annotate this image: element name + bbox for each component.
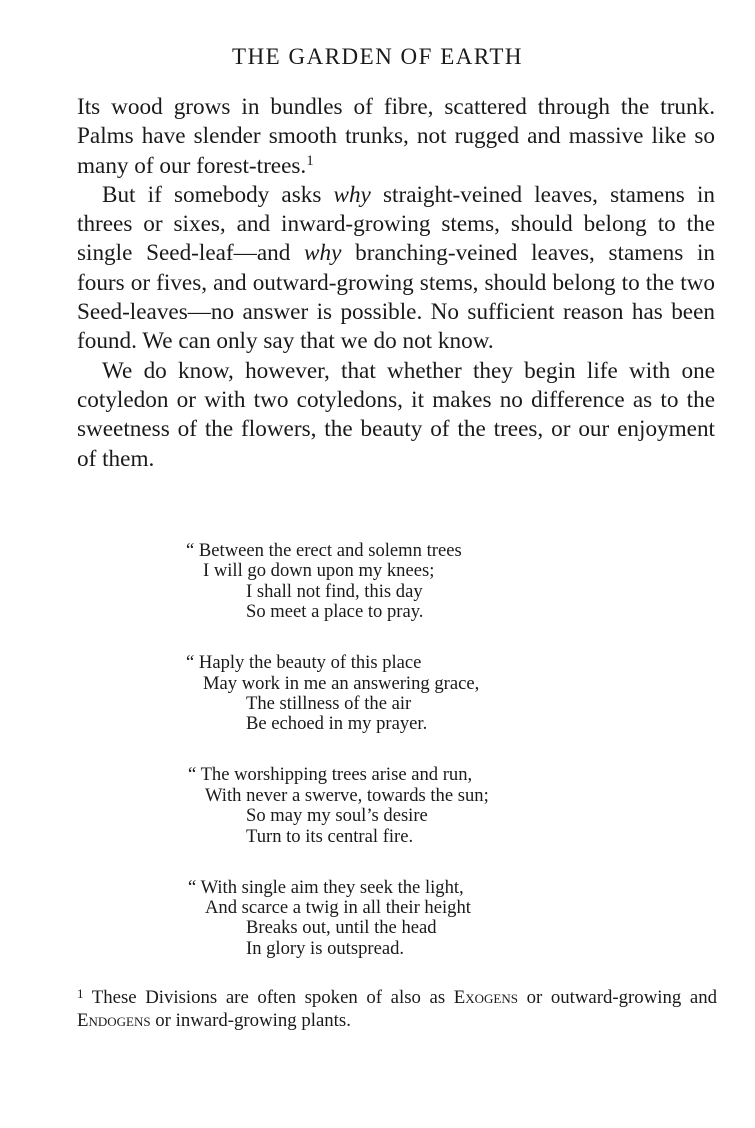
poem-line: “ With single aim they seek the light, — [188, 876, 464, 898]
poem-stanza — [186, 878, 606, 960]
poem-line: In glory is outspread. — [246, 937, 405, 959]
poem-line: “ The worshipping trees arise and run, — [188, 764, 473, 786]
poem-line: Turn to its central fire. — [246, 825, 414, 847]
footnote-reference: 1 — [306, 152, 314, 169]
poem-line: So meet a place to pray. — [246, 601, 424, 623]
poem-line: Breaks out, until the head — [246, 917, 437, 939]
poem-line: “ Haply the beauty of this place — [186, 652, 422, 674]
poem-line: So may my soul’s desire — [246, 805, 428, 827]
paragraph-2-part-2: straight-veined leaves, stamens in threes or sixes, and inward-growing stems, should belong to the single Seed-leaf—and — [77, 181, 715, 267]
paragraph-1 — [77, 93, 715, 181]
poem-line: “ Between the erect and solemn trees — [186, 540, 462, 561]
footnote-marker: 1 — [77, 986, 84, 1001]
footnote-text-2: or outward-growing and — [518, 987, 717, 1008]
paragraph-2-part-3: branching-veined leaves, stamens in fours or fives, and outward-growing stems, should belong to the two Seed-leaves—no answer is possible. No sufficient reason has been found. We can only say that we do not know. — [77, 240, 715, 355]
poem-line: May work in me an answering grace, — [203, 672, 480, 694]
poem-line: Be echoed in my prayer. — [246, 713, 428, 735]
paragraph-2-part-1: But if somebody asks — [102, 181, 334, 208]
poem-line: With never a swerve, towards the sun; — [205, 784, 489, 806]
footnote-text-3: or inward-growing plants. — [150, 1010, 351, 1031]
footnote — [77, 986, 717, 1032]
poem-stanza — [186, 765, 606, 847]
poem-stanza — [186, 653, 606, 735]
poem-line: I shall not find, this day — [246, 580, 423, 602]
running-head-title: THE GARDEN OF EARTH — [232, 44, 523, 69]
poem-line: I will go down upon my knees; — [203, 560, 435, 582]
emphasis-why-1: why — [333, 181, 371, 208]
footnote-text-1: These Divisions are often spoken of also as — [83, 987, 454, 1008]
body-text — [77, 93, 715, 474]
paragraph-3: We do know, however, that whether they begin life with one cotyledon or with two cotyledons, it makes no difference as to the sweetness of the flowers, the beauty of the trees, or our enjoyment of them. — [77, 357, 715, 472]
poem-line: The stillness of the air — [246, 693, 412, 715]
poem-stanza — [186, 541, 606, 623]
poem-line: And scarce a twig in all their height — [205, 897, 471, 919]
poem — [186, 541, 606, 990]
footnote-term-endogens: Endogens — [77, 1010, 151, 1031]
paragraph-2 — [77, 181, 715, 357]
footnote-term-exogens: Exogens — [453, 987, 518, 1008]
emphasis-why-2: why — [304, 240, 342, 267]
paragraph-1-text: Its wood grows in bundles of fibre, scattered through the trunk. Palms have slender smooth trunks, not rugged and massive like so many of our forest-trees. — [77, 94, 715, 179]
